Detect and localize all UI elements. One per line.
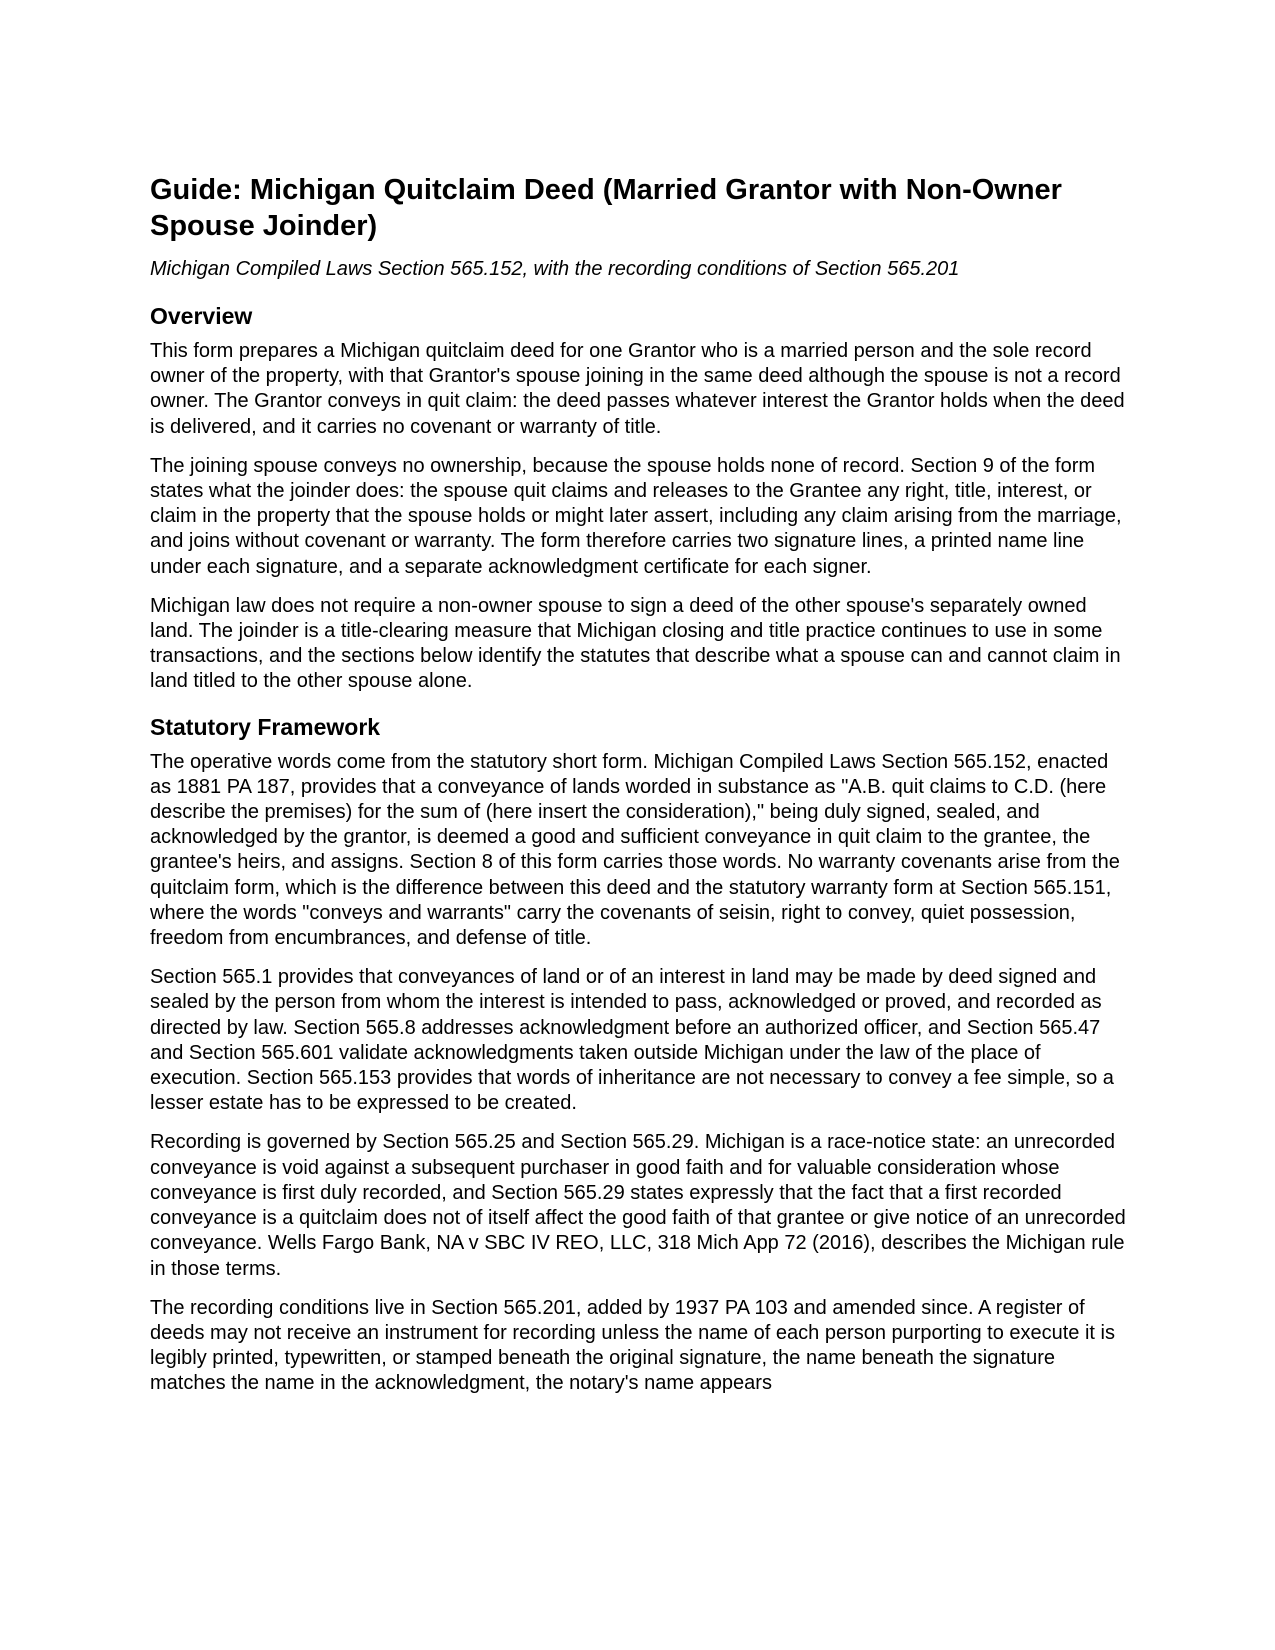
paragraph: Michigan law does not require a non-owner spouse to sign a deed of the other spouse's separately owned land. The joinder is a title-clearing measure that Michigan closing and title practice continues to use in some transactions, and the sections below identify the statutes that describe what a spouse can and cannot claim in land titled to the other spouse alone. <box>150 594 1121 693</box>
section-overview <box>150 302 1130 695</box>
paragraph: Section 565.1 provides that conveyances of land or of an interest in land may be made by deed signed and sealed by the person from whom the interest is intended to pass, acknowledged or proved, and recorded as directed by law. Section 565.8 addresses acknowledgment before an authorized officer, and Section 565.47 and Section 565.601 validate acknowledgments taken outside Michigan under the law of the place of execution. Section 565.153 provides that words of inheritance are not necessary to convey a fee simple, so a lesser estate has to be expressed to be created. <box>150 966 1114 1115</box>
page-title: Guide: Michigan Quitclaim Deed (Married Grantor with Non-Owner Spouse Joinder) <box>150 174 1062 242</box>
paragraph: Recording is governed by Section 565.25 and Section 565.29. Michigan is a race-notice state: an unrecorded conveyance is void against a subsequent purchaser in good faith and for valuable consideration whose conveyance is first duly recorded, and Section 565.29 states expressly that the fact that a first recorded conveyance is a quitclaim does not of itself affect the good faith of that grantee or give notice of an unrecorded conveyance. Wells Fargo Bank, NA v SBC IV REO, LLC, 318 Mich App 72 (2016), describes the Michigan rule in those terms. <box>150 1131 1126 1280</box>
paragraph: The joining spouse conveys no ownership, because the spouse holds none of record. Section 9 of the form states what the joinder does: the spouse quit claims and releases to the Grantee any right, title, interest, or claim in the property that the spouse holds or might later assert, including any claim arising from the marriage, and joins without covenant or warranty. The form therefore carries two signature lines, a printed name line under each signature, and a separate acknowledgment certificate for each signer. <box>150 454 1122 578</box>
document-page <box>150 172 1130 1411</box>
section-heading: Overview <box>150 303 253 329</box>
paragraph: The operative words come from the statutory short form. Michigan Compiled Laws Section 565.152, enacted as 1881 PA 187, provides that a conveyance of lands worded in substance as "A.B. quit claims to C.D. (here describe the premises) for the sum of (here insert the consideration)," being duly signed, sealed, and acknowledged by the grantor, is deemed a good and sufficient conveyance in quit claim to the grantee, the grantee's heirs, and assigns. Section 8 of this form carries those words. No warranty covenants arise from the quitclaim form, which is the difference between this deed and the statutory warranty form at Section 565.151, where the words "conveys and warrants" carry the covenants of seisin, right to convey, quiet possession, freedom from encumbrances, and defense of title. <box>150 750 1120 950</box>
section-statutory-framework <box>150 713 1130 1397</box>
page-subtitle: Michigan Compiled Laws Section 565.152, with the recording conditions of Section 565.201 <box>150 258 960 280</box>
paragraph: This form prepares a Michigan quitclaim deed for one Grantor who is a married person and the sole record owner of the property, with that Grantor's spouse joining in the same deed although the spouse is not a record owner. The Grantor conveys in quit claim: the deed passes whatever interest the Grantor holds when the deed is delivered, and it carries no covenant or warranty of title. <box>150 340 1125 438</box>
section-heading: Statutory Framework <box>150 713 381 740</box>
paragraph: The recording conditions live in Section 565.201, added by 1937 PA 103 and amended since. A register of deeds may not receive an instrument for recording unless the name of each person purporting to execute it is legibly printed, typewritten, or stamped beneath the original signature, the name beneath the signature matches the name in the acknowledgment, the notary's name appears <box>150 1296 1115 1395</box>
